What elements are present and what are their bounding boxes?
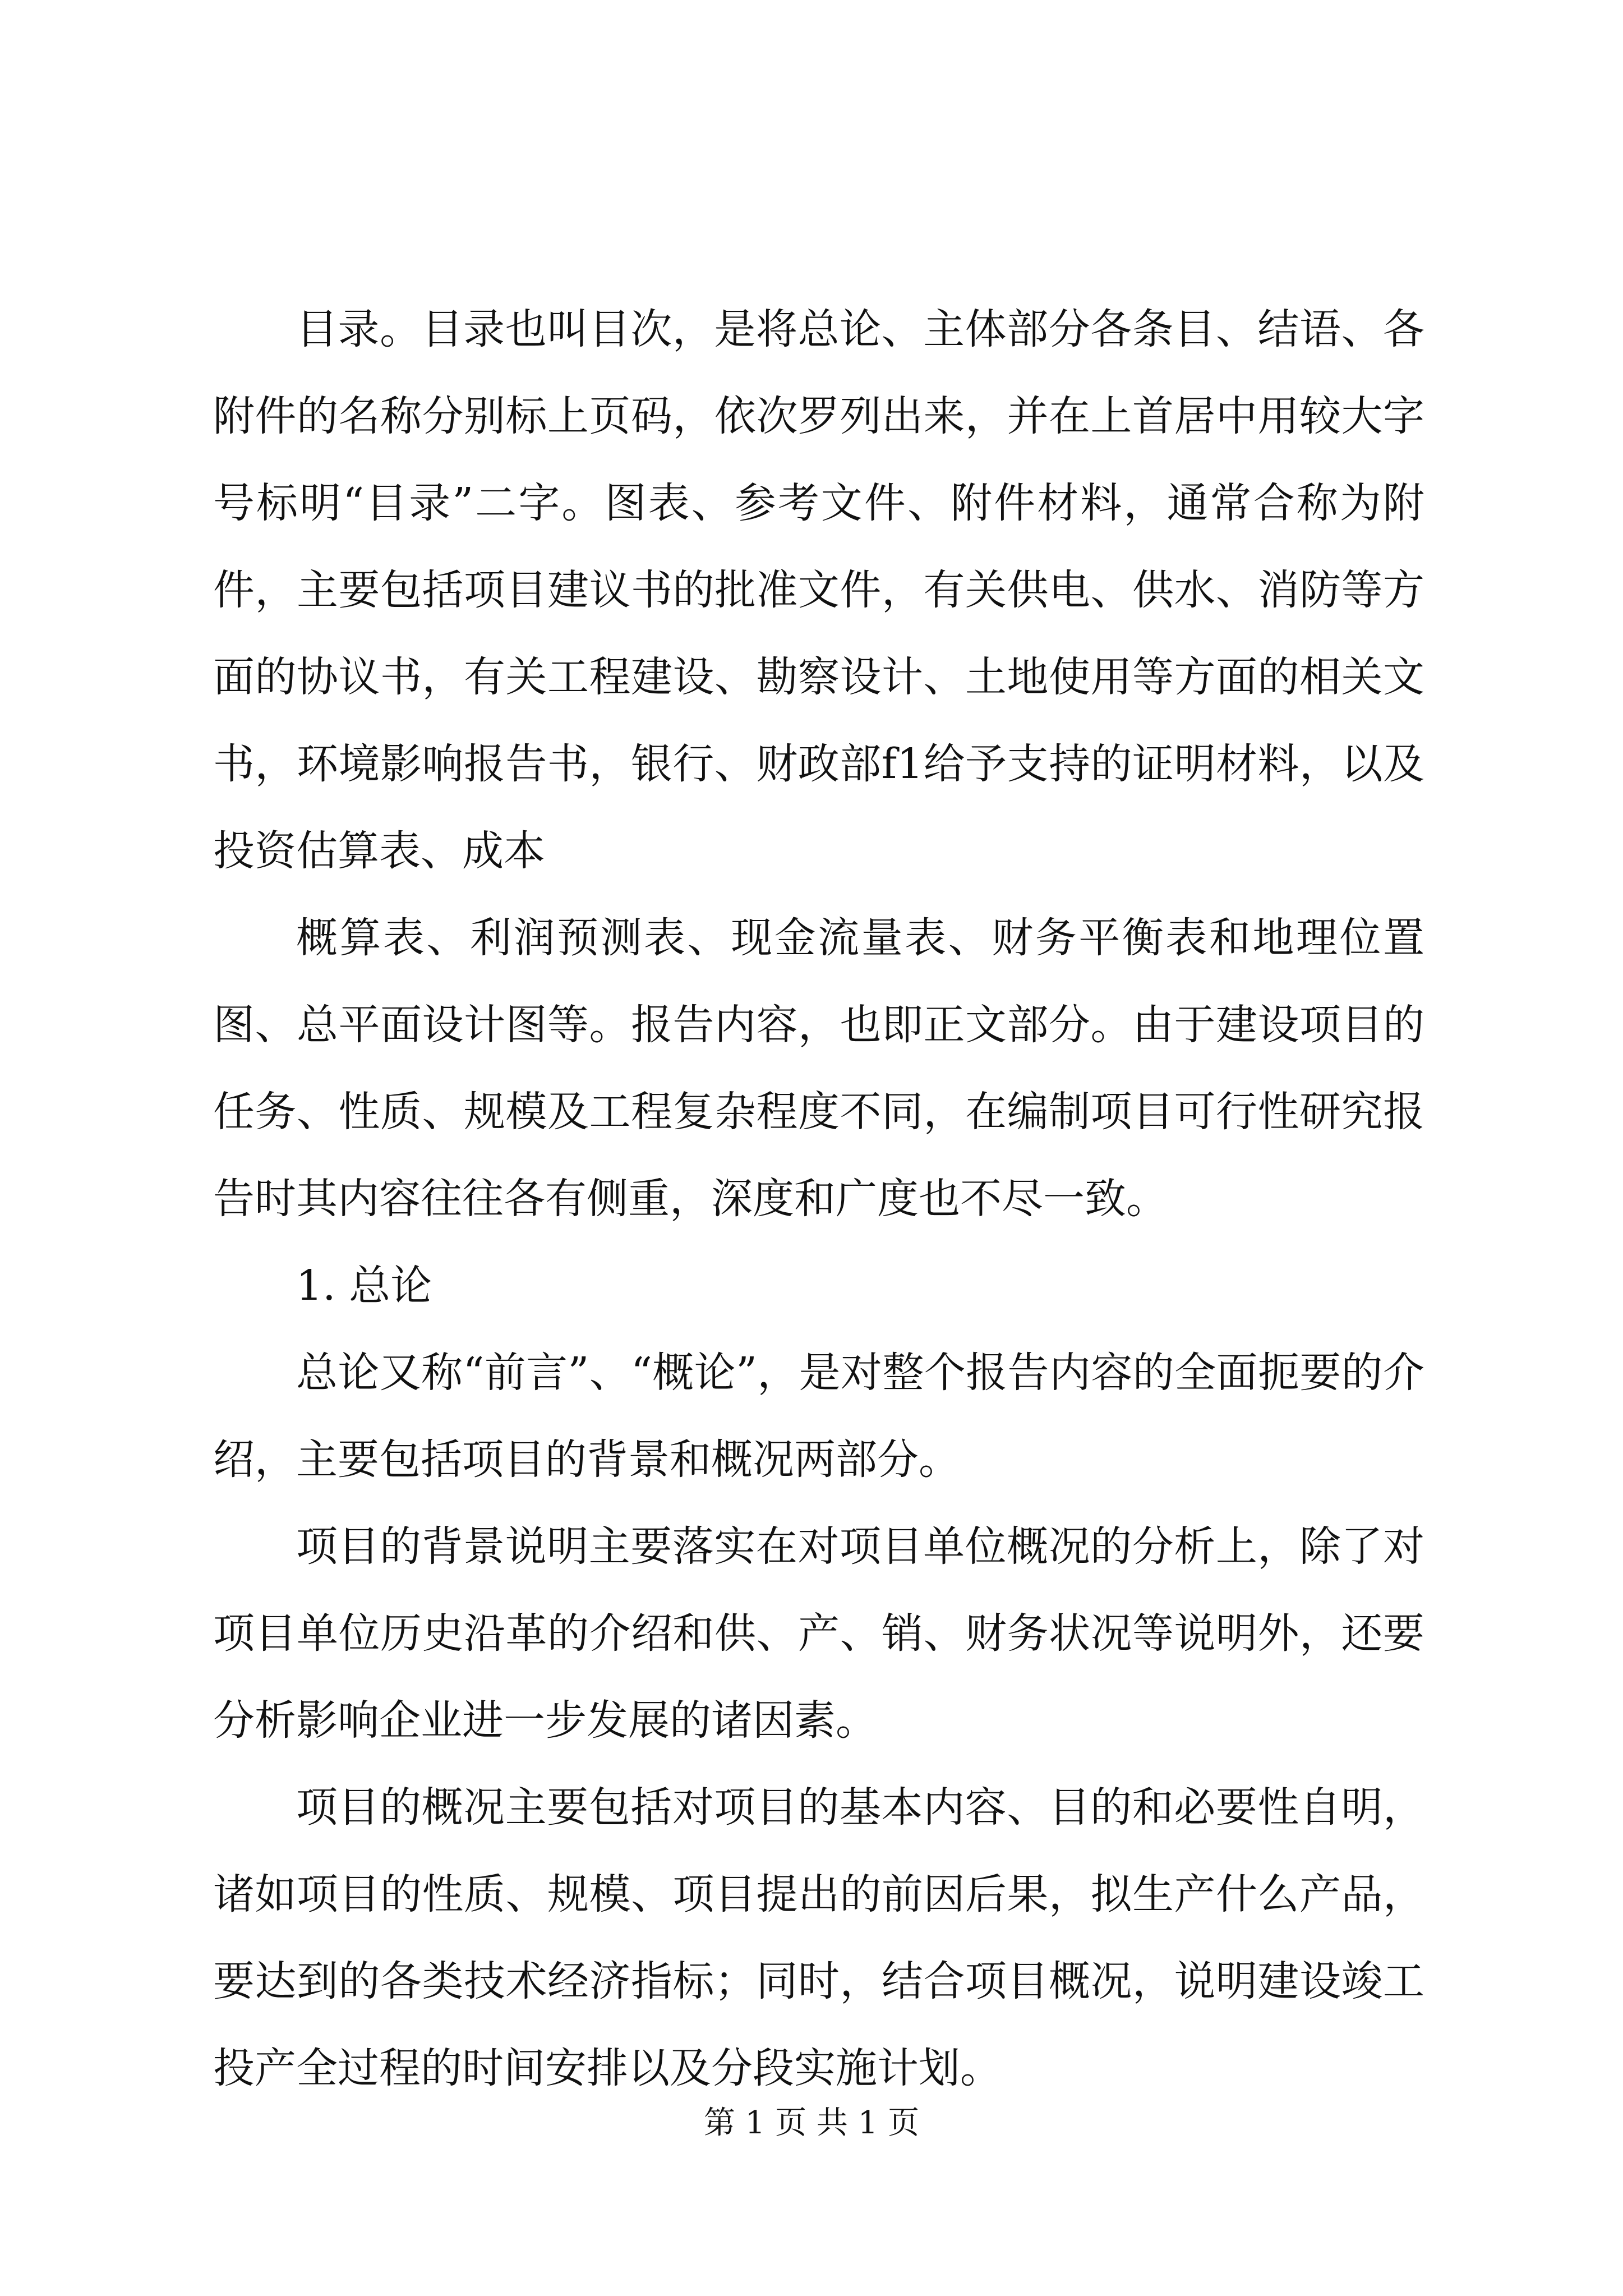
paragraph-project-background: 项目的背景说明主要落实在对项目单位概况的分析上，除了对项目单位历史沿革的介绍和供、产、销、财务状况等说明外，还要分析影响企业进一步发展的诸因素。 bbox=[213, 1522, 1424, 1745]
section-heading-general: 1. 总论 bbox=[296, 1262, 432, 1310]
paragraph-project-overview: 项目的概况主要包括对项目的基本内容、目的和必要性自明，诸如项目的性质、规模、项目提出的前因后果，拟生产什么产品，要达到的各类技术经济指标；同时，结合项目概况，说明建设竣工投产全过程的时间安排以及分段实施计划。 bbox=[213, 1783, 1424, 2092]
paragraph-contents-and-attachments: 目录。目录也叫目次，是将总论、主体部分各条目、结语、各附件的名称分别标上页码，依次罗列出来，并在上首居中用较大字号标明“目录”二字。图表、参考文件、附件材料，通常合称为附件，主要包括项目建议书的批准文件，有关供电、供水、消防等方面的协议书，有关工程建设、勘察设计、土地使用等方面的相关文书，环境影响报告书，银行、财政部f1给予支持的证明材料，以及投资估算表、成本 bbox=[213, 305, 1424, 875]
paragraph-general-intro: 总论又称“前言”、“概论”，是对整个报告内容的全面扼要的介绍，主要包括项目的背景和概况两部分。 bbox=[213, 1349, 1424, 1484]
page-footer: 第 1 页 共 1 页 bbox=[703, 2105, 920, 2141]
paragraph-report-content: 概算表、利润预测表、现金流量表、财务平衡表和地理位置图、总平面设计图等。报告内容，也即正文部分。由于建设项目的任务、性质、规模及工程复杂程度不同，在编制项目可行性研究报告时其内容往往各有侧重，深度和广度也不尽一致。 bbox=[213, 914, 1424, 1223]
body-text bbox=[213, 286, 1424, 2112]
